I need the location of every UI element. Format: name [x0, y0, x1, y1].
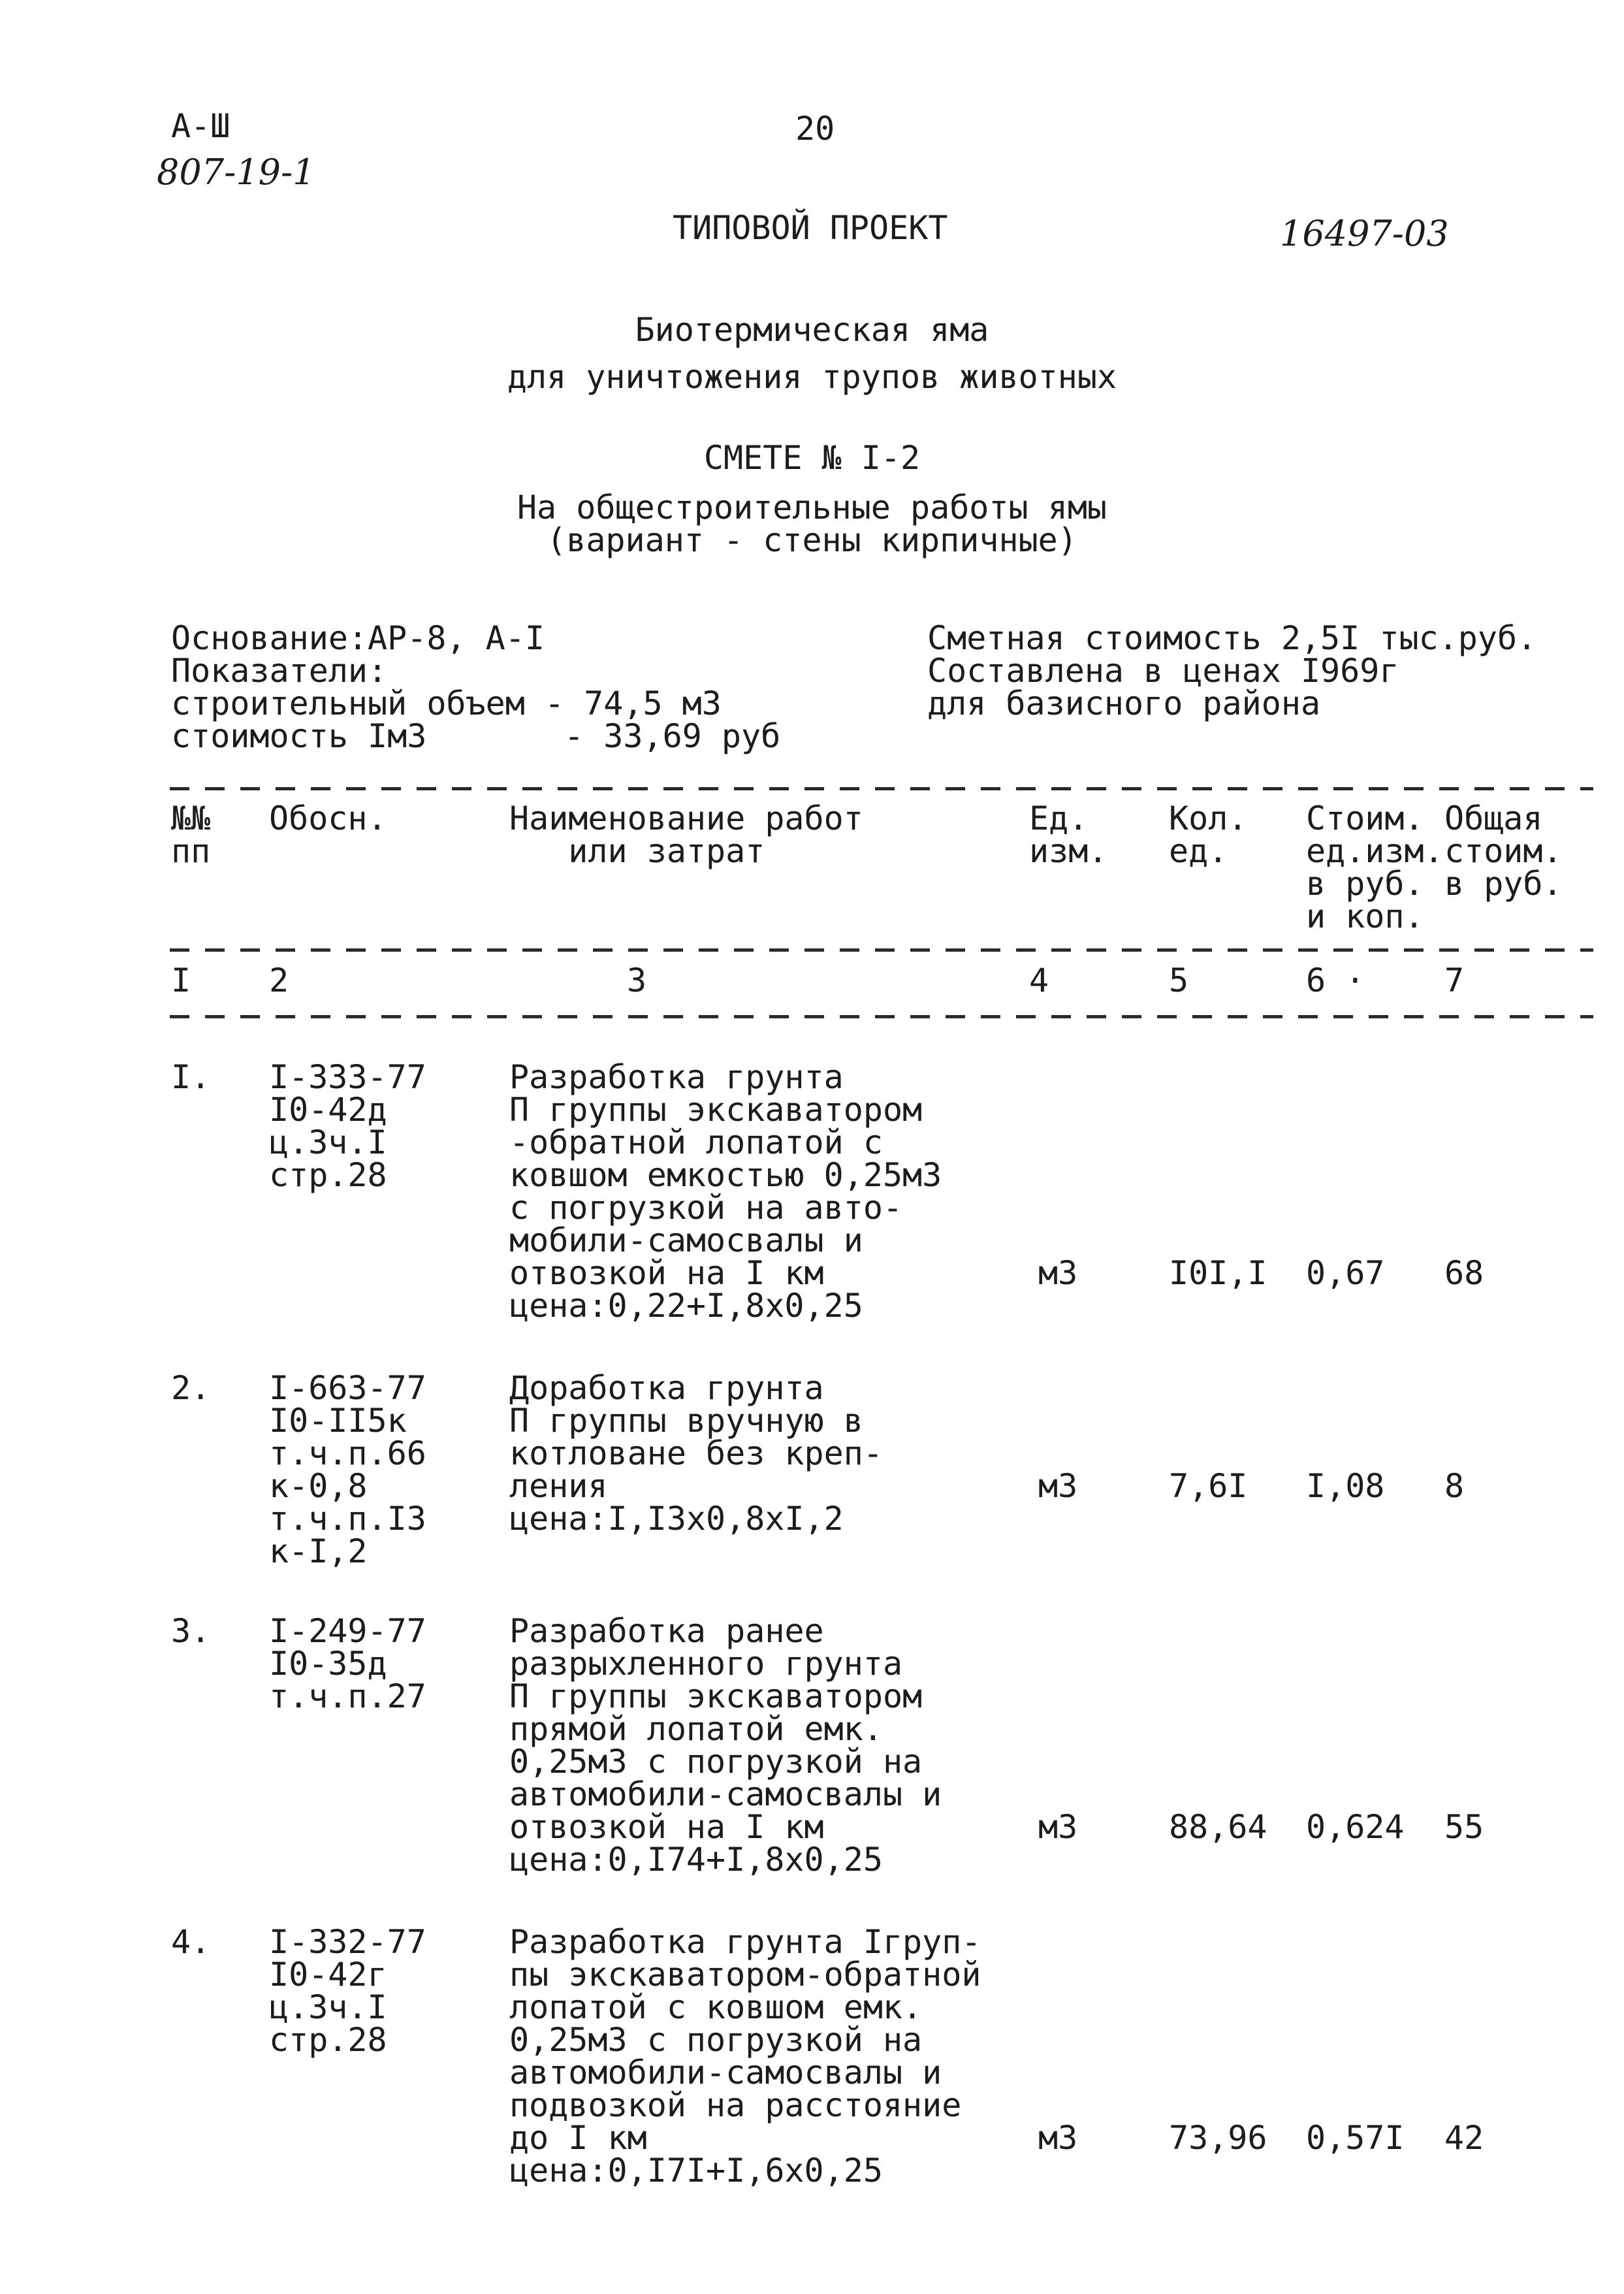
- row-num: 2.: [171, 1369, 211, 1407]
- col-number-7: 7: [1444, 961, 1465, 999]
- handwritten-code: 807-19-1: [157, 152, 315, 193]
- row-name: Доработка грунта П группы вручную в котловане без креп- ления цена:I,I3х0,8хI,2: [509, 1369, 883, 1538]
- row-total: 42: [1444, 2119, 1484, 2157]
- row-name: Разработка грунта П группы экскаватором -обратной лопатой с ковшом емкостью 0,25м3 с погрузкой на авто- мобили-самосвалы и отвозкой на I км цена:0,22+I,8х0,25: [509, 1058, 942, 1325]
- header-num: №№ пп: [171, 800, 211, 870]
- row-num: I.: [171, 1058, 211, 1096]
- row-name: Разработка грунта Iгруп- пы экскаватором-обратной лопатой с ковшом емк. 0,25м3 с погрузкой на автомобили-самосвалы и подвозкой на расстояние до I км цена:0,I7I+I,6х0,25: [509, 1923, 981, 2189]
- basis-info: Основание:АР-8, А-I Показатели: строительный объем - 74,5 м3 стоимость Iм3 - 33,69 руб: [171, 619, 781, 755]
- header-name: Наименование работ или затрат: [509, 800, 863, 870]
- estimate-subtitle-2: (вариант - стены кирпичные): [547, 521, 1077, 559]
- row-qty: 88,64: [1169, 1808, 1267, 1846]
- row-num: 4.: [171, 1923, 211, 1961]
- col-number-3: 3: [627, 961, 647, 999]
- col-number-1: I: [171, 961, 191, 999]
- header-basis: Обосн.: [269, 800, 387, 837]
- row-num: 3.: [171, 1612, 211, 1650]
- col-number-4: 4: [1029, 961, 1049, 999]
- table-top-rule: [170, 787, 1593, 790]
- row-price: I,08: [1306, 1467, 1385, 1505]
- row-qty: 73,96: [1169, 2119, 1267, 2157]
- row-qty: I0I,I: [1169, 1254, 1267, 1292]
- estimate-title: СМЕТЕ № I-2: [703, 439, 921, 477]
- row-unit: м3: [1038, 1808, 1078, 1846]
- album-code: А-Ш: [171, 107, 231, 145]
- row-total: 55: [1444, 1808, 1484, 1846]
- row-price: 0,624: [1306, 1808, 1405, 1846]
- row-name: Разработка ранее разрыхленного грунта П группы экскаватором прямой лопатой емк. 0,25м3 с погрузкой на автомобили-самосвалы и отвозкой на I км цена:0,I74+I,8х0,25: [509, 1612, 942, 1879]
- row-total: 68: [1444, 1254, 1484, 1292]
- numbers-bottom-rule: [170, 1015, 1593, 1018]
- title-line-2: для уничтожения трупов животных: [507, 358, 1117, 396]
- col-number-6: 6 ·: [1306, 961, 1365, 999]
- row-basis: I-663-77 I0-II5к т.ч.п.66 к-0,8 т.ч.п.I3 к-I,2: [269, 1369, 426, 1570]
- header-bottom-rule: [170, 948, 1593, 952]
- row-price: 0,67: [1306, 1254, 1385, 1292]
- project-number: 16497-03: [1280, 213, 1449, 254]
- row-basis: I-249-77 I0-35д т.ч.п.27: [269, 1612, 426, 1715]
- header-price: Стоим. ед.изм. в руб. и коп.: [1306, 800, 1444, 935]
- header-total: Общая стоим. в руб.: [1444, 800, 1563, 903]
- row-unit: м3: [1038, 1467, 1078, 1505]
- col-number-5: 5: [1169, 961, 1189, 999]
- row-price: 0,57I: [1306, 2119, 1405, 2157]
- cost-info: Сметная стоимость 2,5I тыс.руб. Составлена в ценах I969г для базисного района: [927, 619, 1537, 722]
- row-qty: 7,6I: [1169, 1467, 1248, 1505]
- header-qty: Кол. ед.: [1169, 800, 1248, 870]
- estimate-subtitle-1: На общестроительные работы ямы: [517, 489, 1107, 526]
- row-basis: I-332-77 I0-42г ц.3ч.I стр.28: [269, 1923, 426, 2059]
- row-unit: м3: [1038, 1254, 1078, 1292]
- row-basis: I-333-77 I0-42д ц.3ч.I стр.28: [269, 1058, 426, 1194]
- project-label: ТИПОВОЙ ПРОЕКТ: [673, 209, 948, 247]
- header-unit: Ед. изм.: [1029, 800, 1108, 870]
- row-unit: м3: [1038, 2119, 1078, 2157]
- title-line-1: Биотермическая яма: [635, 311, 989, 349]
- row-total: 8: [1444, 1467, 1465, 1505]
- col-number-2: 2: [269, 961, 289, 999]
- page-number: 20: [795, 110, 835, 148]
